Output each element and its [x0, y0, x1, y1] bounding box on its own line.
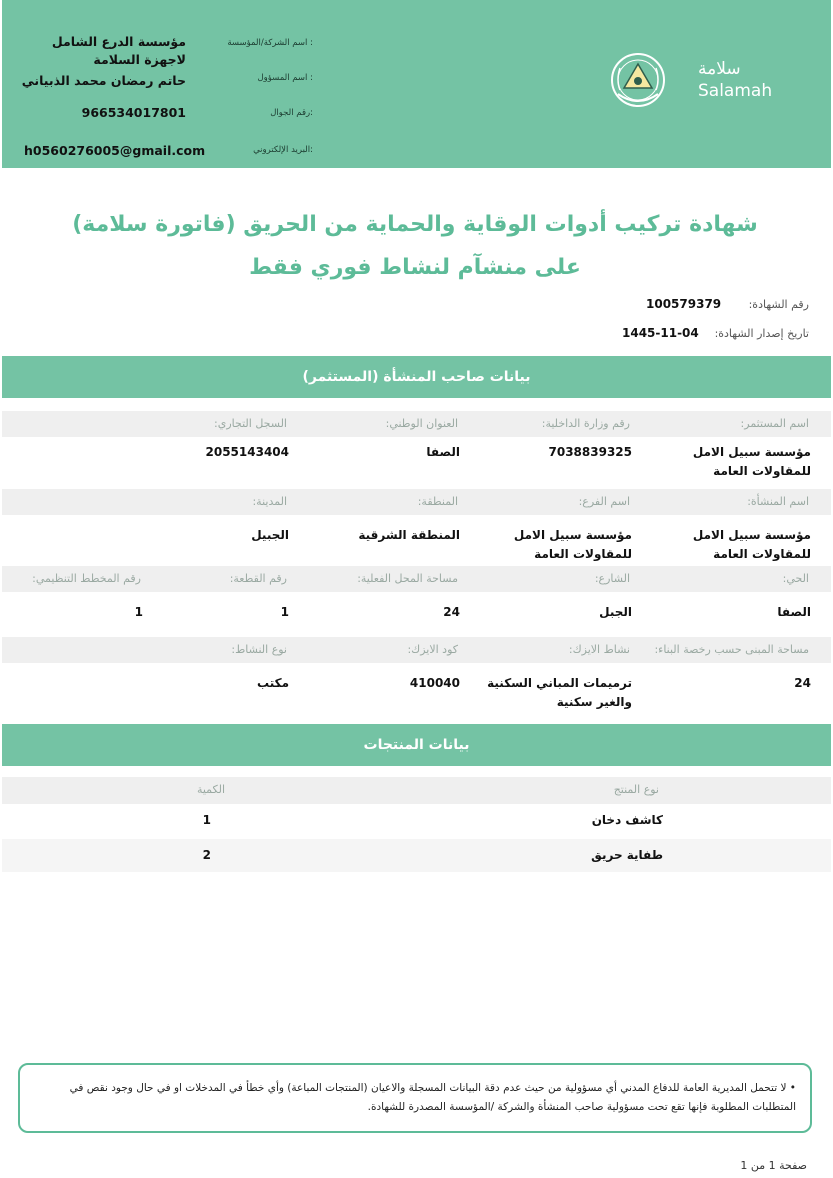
product-qty: 1: [202, 813, 211, 827]
isic-activity-value: ترميمات المباني السكنية والغير سكنية: [487, 676, 632, 709]
mobile-label-row: [207, 108, 313, 128]
moi-number-value: 7038839325: [548, 445, 632, 459]
isic-code-label: كود الايزك:: [407, 643, 458, 656]
isic-code-value: 410040: [409, 676, 460, 690]
plan-number-label: رقم المخطط التنظيمي:: [32, 572, 141, 585]
manager-label-row: [207, 73, 313, 93]
email-label-row: [207, 145, 313, 165]
plot-number-label: رقم القطعة:: [229, 572, 287, 585]
manager-value: حاتم رمضان محمد الذبياني: [21, 73, 186, 88]
region-label: المنطقة:: [417, 495, 458, 508]
street-label: الشارع:: [594, 572, 630, 585]
plot-number-value: 1: [280, 605, 289, 619]
certificate-date-label: تاريخ إصدار الشهادة:: [714, 327, 809, 340]
table-row: [2, 804, 831, 837]
moi-number-label: رقم وزارة الداخلية:: [541, 417, 630, 430]
disclaimer-box: [18, 1063, 812, 1133]
certificate-number: 100579379: [646, 297, 722, 311]
certificate-date: 1445-11-04: [622, 326, 699, 340]
brand: [698, 58, 772, 102]
quantity-header: الكمية: [196, 783, 225, 796]
activity-type-label: نوع النشاط:: [231, 643, 287, 656]
branch-name-label: اسم الفرع:: [578, 495, 630, 508]
owner-row1-labels: [2, 411, 831, 437]
company-label: اسم الشركة/المؤسسة :: [227, 38, 313, 48]
owner-section-heading: بيانات صاحب المنشأة (المستثمر): [2, 356, 831, 398]
investor-name-value: مؤسسة سبيل الامل للمقاولات العامة: [692, 445, 811, 478]
brand-name-en: Salamah: [698, 81, 773, 101]
national-address-value: الصفا: [426, 445, 460, 459]
activity-type-value: مكتب: [256, 676, 289, 690]
email-value: h0560276005@gmail.com: [24, 143, 206, 158]
certificate-title-line2: على منشآم لنشاط فوري فقط: [249, 255, 581, 280]
facility-name-label: اسم المنشأة:: [747, 495, 809, 508]
city-label: المدينة:: [252, 495, 287, 508]
product-name: طفاية حريق: [591, 848, 663, 862]
disclaimer-body: لا تتحمل المديرية العامة للدفاع المدني أي مسؤولية من حيث عدم دقة البيانات المسجلة والاعيان (المنتجات المباعة) وأي خطأ في المدخلات او في حال وجود نقص في المتطلبات المطلوبة فإنها تقع تحت مسؤولية صاحب المنشأة والشركة /المؤسسة المصدرة للشهادة.: [69, 1082, 796, 1113]
owner-row2-labels: [2, 489, 831, 515]
street-value: الجبل: [599, 605, 632, 619]
product-qty: 2: [202, 848, 211, 862]
shop-area-label: مساحة المحل الفعلية:: [357, 572, 458, 585]
page-number: صفحة 1 من 1: [740, 1159, 807, 1172]
certificate-title-line1: شهادة تركيب أدوات الوقاية والحماية من الحريق (فاتورة سلامة): [72, 212, 758, 237]
brand-name-ar: سلامة: [698, 59, 741, 79]
disclaimer-text: [28, 1079, 796, 1117]
investor-name-label: اسم المستثمر:: [740, 417, 809, 430]
civil-defense-emblem-icon: [606, 50, 670, 110]
commercial-register-label: السجل التجاري:: [214, 417, 287, 430]
table-row: [2, 839, 831, 872]
products-section-heading: بيانات المنتجات: [2, 724, 831, 766]
email-label: البريد الإلكتروني:: [253, 145, 313, 155]
region-value: المنطقة الشرقية: [358, 528, 460, 542]
district-value: الصفا: [777, 605, 811, 619]
company-label-row: [207, 38, 313, 58]
product-type-header: نوع المنتج: [613, 783, 659, 796]
plan-number-value: 1: [134, 605, 143, 619]
national-address-label: العنوان الوطني:: [385, 417, 458, 430]
mobile-label: رقم الجوال:: [270, 108, 313, 118]
isic-activity-label: نشاط الايزك:: [568, 643, 630, 656]
products-header-row: [2, 777, 831, 804]
branch-name-value: مؤسسة سبيل الامل للمقاولات العامة: [513, 528, 632, 561]
commercial-register-value: 2055143404: [205, 445, 289, 459]
owner-row3-labels: [2, 566, 831, 592]
company-value: مؤسسة الدرع الشامل لاجهزة السلامة: [51, 34, 186, 67]
certificate-number-label: رقم الشهادة:: [748, 298, 809, 311]
shop-area-value: 24: [443, 605, 460, 619]
facility-name-value: مؤسسة سبيل الامل للمقاولات العامة: [692, 528, 811, 561]
disclaimer-bullet: •: [789, 1082, 796, 1094]
owner-row4-labels: [2, 637, 831, 663]
mobile-value: 966534017801: [81, 105, 186, 120]
product-name: كاشف دخان: [591, 813, 663, 827]
manager-label: اسم المسؤول :: [257, 73, 313, 83]
district-label: الحي:: [782, 572, 809, 585]
building-area-label: مساحة المبنى حسب رخصة البناء:: [654, 643, 809, 656]
header-band: [2, 0, 831, 168]
building-area-value: 24: [794, 676, 811, 690]
city-value: الجبيل: [251, 528, 289, 542]
